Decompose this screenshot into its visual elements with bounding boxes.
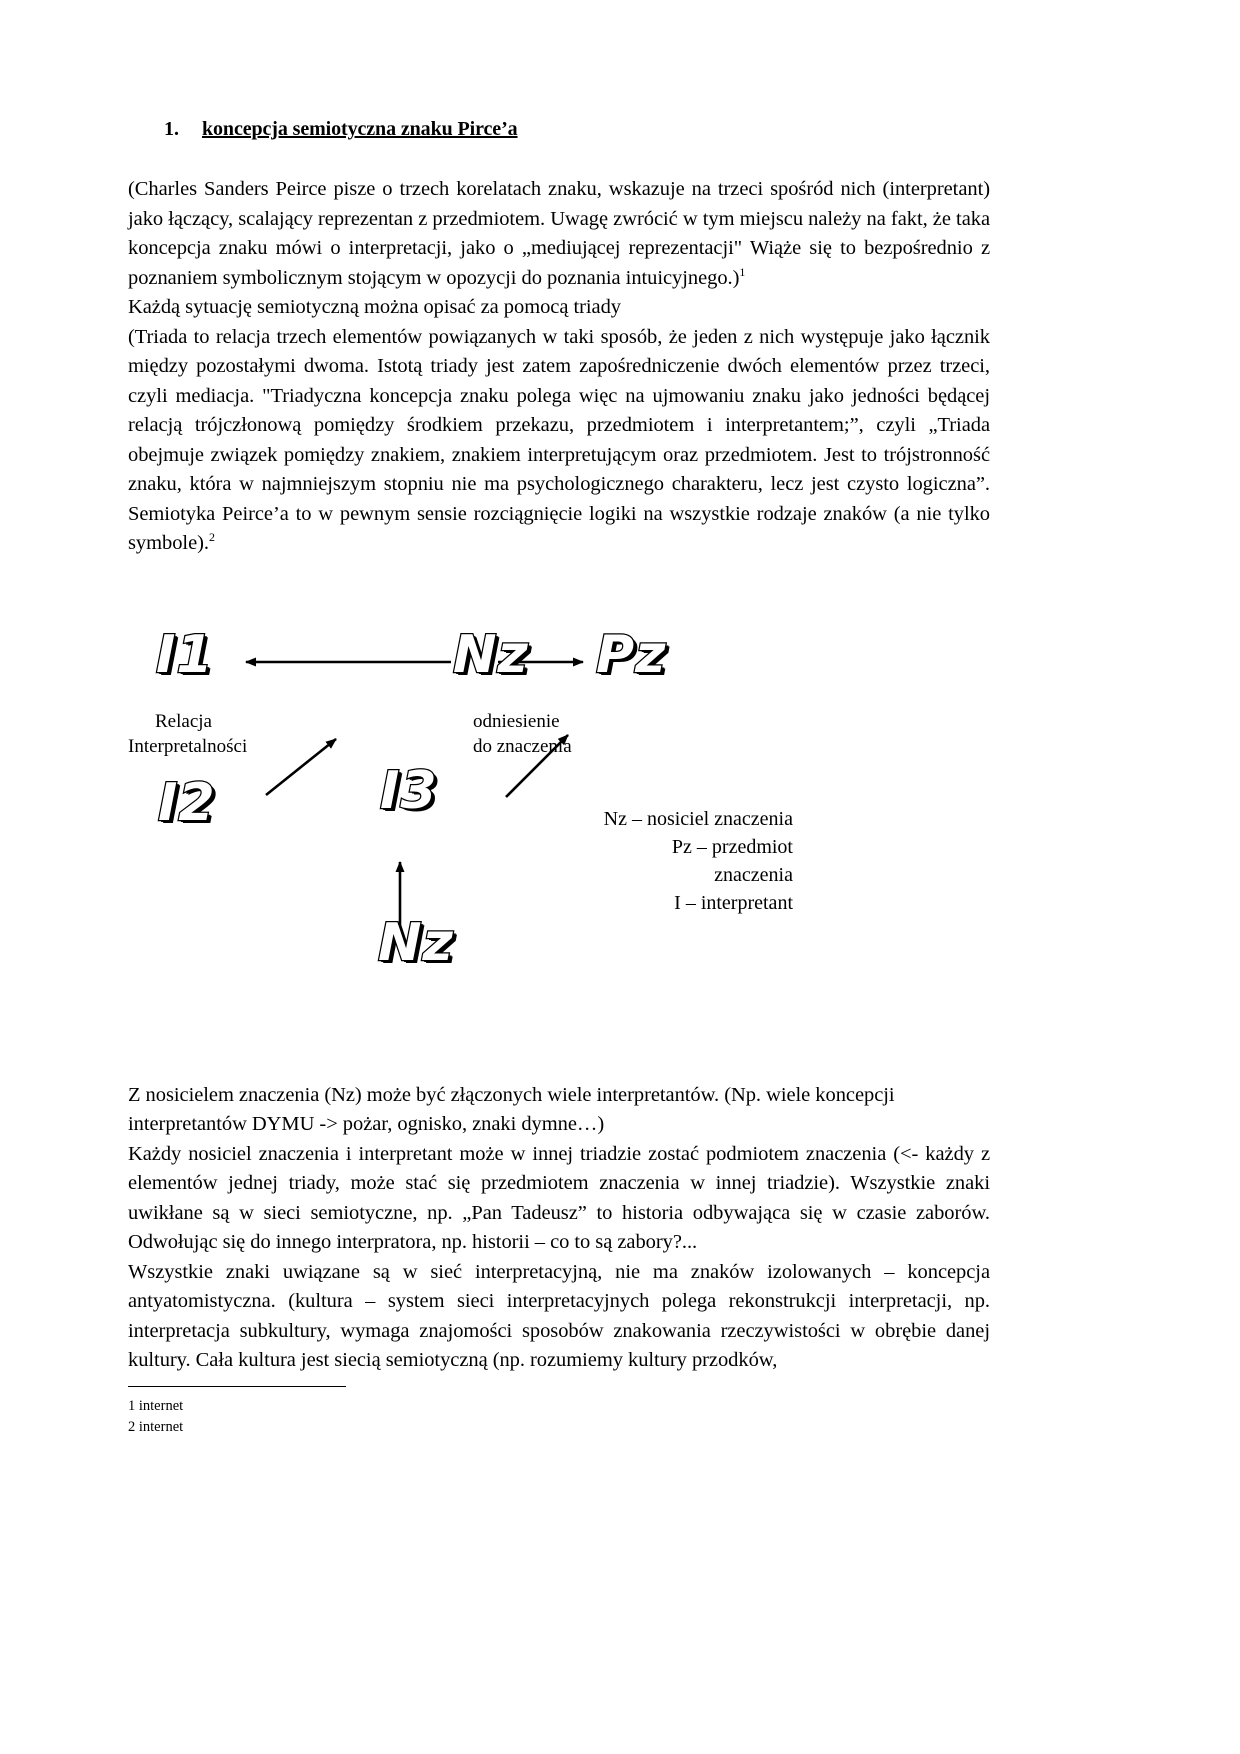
diagram-node-i3: I3 xyxy=(380,760,438,821)
legend-item: Pz – przedmiot xyxy=(671,835,793,858)
page-title: koncepcja semiotyczna znaku Pirce’a xyxy=(202,118,518,140)
paragraph-triada-definition-text: (Triada to relacja trzech elementów powiązanych w taki sposób, że jeden z nich występuje jako łącznik między pozostałymi dwoma. Istotą triady jest zatem zapośredniczenie dwóch elementów przez trzeci, czyli mediacja. "Triadyczna koncepcja znaku polega więc na ujmowaniu znaku jako jedności będącej relacją trójczłonową pomiędzy środkiem przekazu, przedmiotem i interpretantem;”, czyli „Triada obejmuje związek pomiędzy znakiem, znakiem interpretującym oraz przedmiotem. Jest to trójstronność znaku, która w najmniejszym stopniu nie ma psychologicznego charakteru, lecz jest czysto logiczna”. Semiotyka Peirce’a to w pewnym sensie rozciągnięcie logiki na wszystkie rodzaje znaków (a nie tylko symbole). xyxy=(128,325,990,554)
footnotes xyxy=(128,1386,990,1438)
legend-item: znaczenia xyxy=(714,863,793,886)
diagram-node-nz-top: Nz xyxy=(453,624,529,685)
diagram-node-pz: Pz xyxy=(596,624,667,685)
diagram-label-odniesienie-line2: do znaczenia xyxy=(473,735,572,757)
triad-diagram xyxy=(128,617,990,1037)
diagram-label-relacja-line1: Relacja xyxy=(155,710,212,732)
footnote-item: 1 internet xyxy=(128,1398,184,1414)
paragraph-triada-intro: Każdą sytuację semiotyczną można opisać za pomocą triady xyxy=(128,296,621,318)
diagram-label-odniesienie-line1: odniesienie xyxy=(473,710,560,732)
arrow-i2-to-nz xyxy=(266,739,336,795)
page-content xyxy=(128,118,990,1376)
section-heading xyxy=(128,118,990,141)
legend-item: Nz – nosiciel znaczenia xyxy=(603,807,793,830)
diagram-legend xyxy=(438,805,793,917)
paragraph-kazdy-nosiciel: Każdy nosiciel znaczenia i interpretant może w innej triadzie zostać podmiotem znaczenia (<- każdy z elementów jednej triady, może stać się przedmiotem znaczenia w innej triadzie). Wszystkie znaki uwikłane są w sieci semiotyczne, np. „Pan Tadeusz” to historia odbywająca się w czasie zaborów. Odwołując się do innego interpratora, np. historii – co to są zabory?... xyxy=(128,1142,990,1253)
footnote-marker-1: 1 xyxy=(739,264,746,279)
diagram-node-i2: I2 xyxy=(158,772,216,833)
heading-number: 1. xyxy=(164,118,179,140)
diagram-node-i1: I1 xyxy=(156,624,214,685)
paragraph-wszystkie-znaki: Wszystkie znaki uwiązane są w sieć interpretacyjną, nie ma znaków izolowanych – koncepcja antyatomistyczna. (kultura – system sieci interpretacyjnych polega rekonstrukcji interpretacji, np. interpretacja subkultury, wymaga znajomości sposobów znakowania rzeczywistości w obrębie danej kultury. Cała kultura jest siecią semiotyczną (np. rozumiemy kultury przodków, xyxy=(128,1260,990,1371)
paragraph-intro xyxy=(128,175,990,293)
footnote-item: 2 internet xyxy=(128,1419,184,1435)
footnote-separator xyxy=(128,1386,346,1387)
diagram-label-relacja-line2: Interpretalności xyxy=(128,735,248,757)
footnote-marker-2: 2 xyxy=(208,530,215,545)
diagram-node-nz-bottom: Nz xyxy=(378,912,454,973)
paragraph-nosiciel: Z nosicielem znaczenia (Nz) może być złączonych wiele interpretantów. (Np. wiele koncepcji interpretantów DYMU -> pożar, ognisko, znaki dymne…) xyxy=(128,1083,895,1135)
legend-item: I – interpretant xyxy=(674,891,793,914)
paragraph-triada-definition xyxy=(128,323,990,559)
paragraph-intro-text: (Charles Sanders Peirce pisze o trzech korelatach znaku, wskazuje na trzeci spośród nich (interpretant) jako łączący, scalający reprezentan z przedmiotem. Uwagę zwrócić w tym miejscu należy na fakt, że taka koncepcja znaku mówi o interpretacji, jako o „mediującej reprezentacji" Wiąże się to bezpośrednio z poznaniem symbolicznym stojącym w opozycji do poznania intuicyjnego.) xyxy=(128,178,990,289)
